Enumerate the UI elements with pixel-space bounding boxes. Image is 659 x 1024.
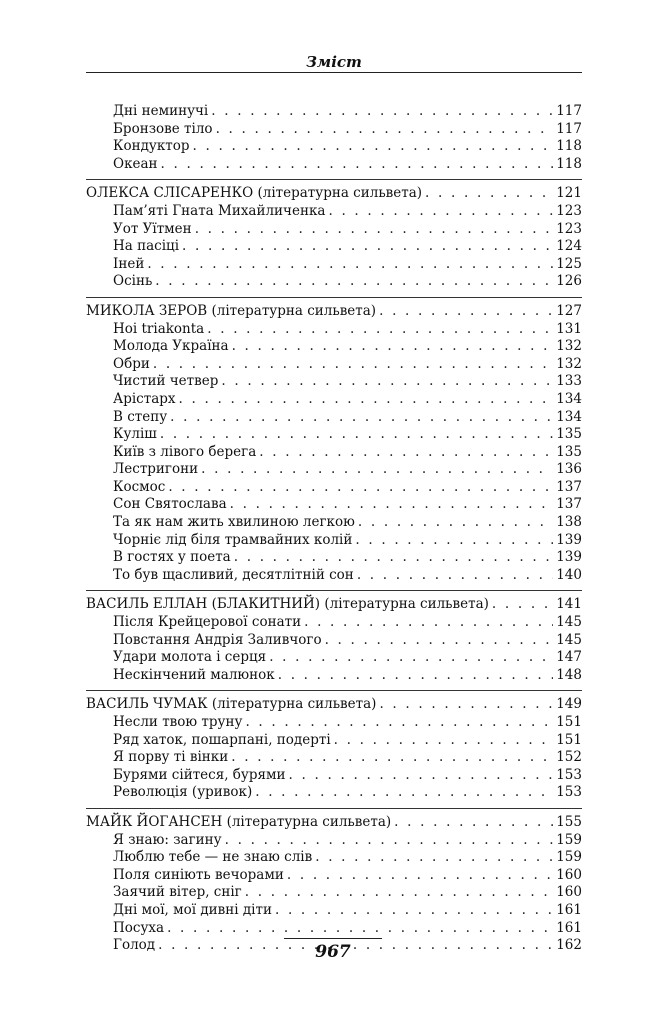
section-divider (86, 297, 582, 298)
toc-entry-title: На пасіці (113, 238, 180, 255)
toc-entry (86, 121, 582, 139)
dot-leader (147, 256, 553, 274)
toc-entry-title: Київ з лівого берега (113, 443, 257, 460)
toc-entry-title: МИКОЛА ЗЕРОВ (літературна сильвета) (86, 302, 377, 319)
toc-entry (86, 273, 582, 291)
toc-entry-title: Бронзове тіло (113, 120, 213, 137)
toc-entry-page: 123 (556, 220, 582, 237)
toc-entry-title: ВАСИЛЬ ЧУМАК (літературна сильвета) (86, 696, 377, 713)
toc-entry-page: 133 (556, 373, 582, 390)
toc-entry-page: 160 (556, 884, 582, 901)
toc-entry-title: Молода Україна (113, 338, 229, 355)
toc-entry-page: 121 (556, 185, 582, 202)
toc-entry-page: 147 (556, 649, 582, 666)
toc-entry-title: Чорніє лід біля трамвайних колій (113, 531, 353, 548)
toc-entry-title: Повстання Андрія Заливчого (113, 631, 322, 648)
toc-entry-title: Люблю тебе — не знаю слів (113, 849, 313, 866)
dot-leader (193, 138, 554, 156)
toc-entry-title: ВАСИЛЬ ЕЛЛАН (БЛАКИТНИЙ) (літературна сильвета) (86, 596, 489, 613)
dot-leader (201, 461, 553, 479)
dot-leader (334, 732, 554, 750)
toc-entry-title: Посуха (113, 919, 165, 936)
section-divider (86, 590, 582, 591)
toc-entry-title: Океан (113, 155, 158, 172)
toc-entry-title: Нескінчений малюнок (113, 666, 275, 683)
toc-entry-page: 149 (556, 696, 582, 713)
toc-entry (86, 884, 582, 902)
section-divider (86, 808, 582, 809)
dot-leader (269, 649, 553, 667)
toc-entry-title: Чистий четвер (113, 373, 219, 390)
toc-entry-title: ОЛЕКСА СЛІСАРЕНКО (літературна сильвета) (86, 185, 423, 202)
toc-entry (86, 203, 582, 221)
toc-entry (86, 567, 582, 585)
toc-entry-title: Я знаю: загину (113, 831, 222, 848)
toc-entry-page: 161 (556, 901, 582, 918)
toc-entry-page: 145 (556, 631, 582, 648)
toc-entry (86, 667, 582, 685)
toc-entry-title: Несли твою труну (113, 714, 243, 730)
toc-entry (86, 514, 582, 532)
dot-leader (168, 479, 553, 497)
dot-leader (230, 496, 554, 514)
toc-entry (86, 632, 582, 650)
toc-entry (86, 391, 582, 409)
toc-section-entry (86, 303, 582, 321)
toc-entry-page: 134 (556, 390, 582, 407)
dot-leader (255, 784, 553, 802)
toc-entry (86, 156, 582, 174)
toc-entry-title: Сон Святослава (113, 496, 227, 513)
toc-entry (86, 532, 582, 550)
toc-section-entry (86, 814, 582, 832)
toc-entry-page: 137 (556, 478, 582, 495)
toc-entry-page: 126 (556, 273, 582, 290)
toc-entry (86, 356, 582, 374)
toc-entry-page: 123 (556, 202, 582, 219)
toc-entry-title: В гостях у поета (113, 549, 231, 566)
dot-leader (315, 849, 553, 867)
section-divider (86, 179, 582, 180)
toc-entry-page: 134 (556, 408, 582, 425)
dot-leader (355, 532, 553, 550)
toc-entry (86, 649, 582, 667)
toc-entry (86, 338, 582, 356)
toc-entry-page: 124 (556, 238, 582, 255)
dot-leader (379, 696, 553, 714)
toc-entry-page: 148 (556, 666, 582, 683)
toc-entry-page: 132 (556, 338, 582, 355)
toc-entry (86, 426, 582, 444)
toc-entry-title: Після Крейцерової сонати (113, 614, 302, 631)
toc-entry-title: Обри (113, 355, 150, 372)
dot-leader (161, 156, 554, 174)
toc-entry (86, 256, 582, 274)
running-header: Зміст (306, 53, 362, 71)
dot-leader (278, 667, 554, 685)
toc-entry (86, 321, 582, 339)
toc-entry-page: 140 (556, 566, 582, 583)
toc-entry-title: Голод (113, 937, 156, 954)
dot-leader (225, 832, 554, 850)
toc-entry-page: 137 (556, 496, 582, 513)
toc-entry-page: 151 (556, 731, 582, 748)
toc-entry (86, 138, 582, 156)
toc-entry-title: Арістарх (113, 390, 176, 407)
toc-entry-page: 125 (556, 255, 582, 272)
dot-leader (379, 303, 553, 321)
dot-leader (245, 884, 553, 902)
toc-entry-title: Заячий вітер, сніг (113, 884, 242, 901)
dot-leader (245, 714, 553, 732)
toc-entry-page: 145 (556, 614, 582, 631)
toc-entry-page: 151 (556, 714, 582, 730)
toc-entry-page: 135 (556, 443, 582, 460)
toc-entry-title: Кондуктор (113, 138, 190, 155)
dot-leader (167, 920, 553, 938)
toc-entry-page: 139 (556, 531, 582, 548)
table-of-contents (86, 103, 582, 955)
toc-entry (86, 749, 582, 767)
toc-entry (86, 549, 582, 567)
dot-leader (357, 567, 553, 585)
footer-rule (284, 938, 382, 939)
toc-entry-page: 159 (556, 831, 582, 848)
toc-entry (86, 461, 582, 479)
toc-section-entry (86, 596, 582, 614)
dot-leader (287, 867, 553, 885)
dot-leader (304, 614, 553, 632)
dot-leader (195, 221, 554, 239)
toc-entry-page: 153 (556, 766, 582, 783)
toc-entry-title: МАЙК ЙОГАНСЕН (літературна сильвета) (86, 813, 392, 830)
toc-entry-title: Революція (уривок) (113, 784, 253, 801)
toc-entry-title: Бурями сійтеся, бурями (113, 766, 286, 783)
toc-entry (86, 784, 582, 802)
section-divider (86, 690, 582, 691)
dot-leader (179, 391, 554, 409)
toc-entry-title: Я порву ті вінки (113, 749, 229, 766)
page-number: 967 (315, 942, 351, 962)
dot-leader (358, 514, 553, 532)
toc-entry-page: 160 (556, 866, 582, 883)
toc-entry-title: Ряд хаток, пошарпані, подерті (113, 731, 331, 748)
toc-entry-title: Лестригони (113, 461, 199, 478)
toc-entry-title: Поля синіють вечорами (113, 866, 284, 883)
toc-entry (86, 409, 582, 427)
dot-leader (211, 103, 553, 121)
toc-entry (86, 614, 582, 632)
dot-leader (155, 273, 553, 291)
dot-leader (232, 338, 554, 356)
toc-section-entry (86, 696, 582, 714)
toc-entry-page: 139 (556, 549, 582, 566)
toc-entry-page: 131 (556, 320, 582, 337)
toc-entry (86, 373, 582, 391)
toc-entry-page: 159 (556, 849, 582, 866)
dot-leader (259, 444, 553, 462)
header-rule (86, 72, 582, 73)
toc-entry (86, 832, 582, 850)
toc-entry-title: Космос (113, 478, 166, 495)
toc-entry-page: 152 (556, 749, 582, 766)
toc-entry (86, 221, 582, 239)
dot-leader (275, 902, 553, 920)
toc-entry-page: 118 (556, 138, 582, 155)
toc-entry (86, 867, 582, 885)
toc-entry (86, 920, 582, 938)
toc-entry-page: 162 (556, 937, 582, 954)
toc-entry-page: 127 (556, 302, 582, 319)
toc-entry-title: Осінь (113, 273, 153, 290)
toc-entry (86, 238, 582, 256)
toc-entry-title: Та як нам жить хвилиною легкою (113, 514, 355, 531)
toc-entry (86, 849, 582, 867)
toc-entry-title: Дні неминучі (113, 103, 209, 119)
dot-leader (425, 185, 553, 203)
toc-entry (86, 444, 582, 462)
toc-entry-title: Куліш (113, 426, 157, 443)
toc-entry-title: Іней (113, 255, 145, 272)
dot-leader (394, 814, 553, 832)
dot-leader (492, 596, 553, 614)
toc-entry (86, 767, 582, 785)
toc-entry-page: 136 (556, 461, 582, 478)
dot-leader (207, 321, 553, 339)
dot-leader (182, 238, 553, 256)
toc-entry-title: Удари молота і серця (113, 649, 267, 666)
toc-entry-title: Уот Уїтмен (113, 220, 192, 237)
toc-entry-title: В степу (113, 408, 168, 425)
toc-entry (86, 479, 582, 497)
dot-leader (216, 121, 554, 139)
toc-entry-page: 118 (556, 155, 582, 172)
toc-entry-page: 161 (556, 919, 582, 936)
dot-leader (170, 409, 553, 427)
toc-entry-page: 135 (556, 426, 582, 443)
toc-entry-page: 117 (556, 103, 582, 119)
toc-entry-title: То був щасливий, десятлітній сон (113, 566, 354, 583)
dot-leader (328, 203, 553, 221)
toc-entry (86, 714, 582, 732)
dot-leader (231, 749, 553, 767)
toc-entry (86, 103, 582, 121)
toc-entry-page: 132 (556, 355, 582, 372)
dot-leader (153, 356, 553, 374)
toc-entry (86, 496, 582, 514)
toc-entry-page: 141 (556, 596, 582, 613)
toc-entry (86, 732, 582, 750)
dot-leader (325, 632, 554, 650)
dot-leader (221, 373, 553, 391)
toc-entry-page: 117 (556, 120, 582, 137)
toc-entry-page: 138 (556, 514, 582, 531)
toc-entry-title: Пам’яті Гната Михайличенка (113, 202, 326, 219)
dot-leader (160, 426, 553, 444)
dot-leader (289, 767, 554, 785)
toc-section-entry (86, 185, 582, 203)
toc-entry-page: 153 (556, 784, 582, 801)
toc-entry-title: Дні мої, мої дивні діти (113, 901, 272, 918)
toc-entry (86, 902, 582, 920)
dot-leader (234, 549, 553, 567)
toc-entry-title: Hoi triakonta (113, 320, 205, 337)
toc-entry-page: 155 (556, 813, 582, 830)
